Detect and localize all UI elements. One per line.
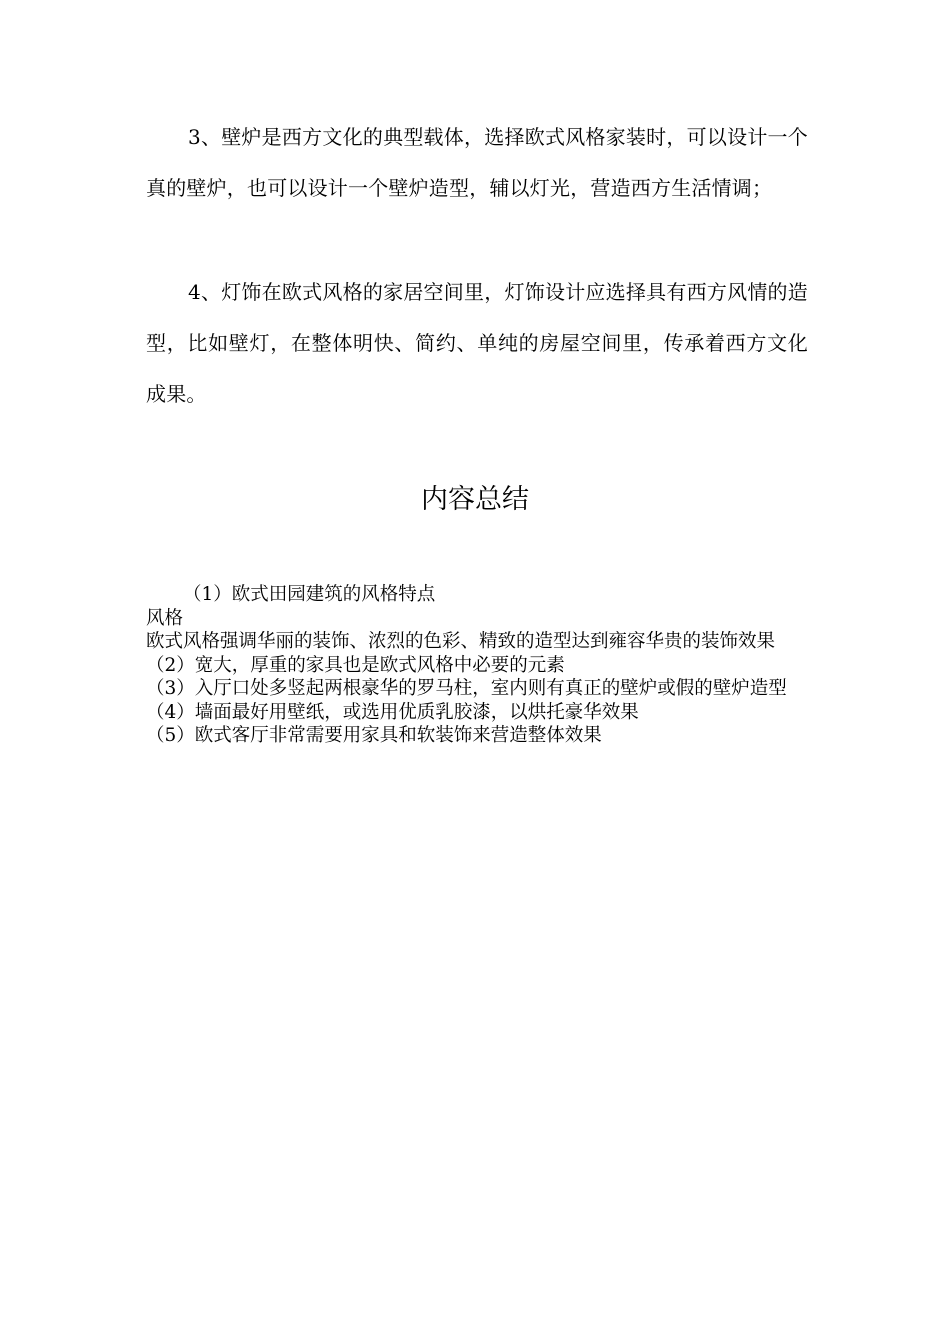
summary-list: [146, 583, 806, 748]
summary-line: 欧式风格强调华丽的装饰、浓烈的色彩、精致的造型达到雍容华贵的装饰效果: [146, 631, 776, 652]
summary-line: （3）入厅口处多竖起两根豪华的罗马柱，室内则有真正的壁炉或假的壁炉造型: [146, 678, 787, 699]
summary-line: （2）宽大，厚重的家具也是欧式风格中必要的元素: [146, 654, 565, 676]
paragraph-fireplace: 3、壁炉是西方文化的典型载体，选择欧式风格家装时，可以设计一个真的壁炉，也可以设计一个壁炉造型，辅以灯光，营造西方生活情调；: [146, 125, 808, 200]
summary-line: 风格: [146, 607, 184, 629]
summary-line: （1）欧式田园建筑的风格特点: [183, 584, 436, 605]
summary-line: （5）欧式客厅非常需要用家具和软装饰来营造整体效果: [146, 725, 602, 746]
summary-line: （4）墙面最好用壁纸，或选用优质乳胶漆，以烘托豪华效果: [146, 701, 639, 723]
summary-title: 内容总结: [421, 484, 529, 515]
paragraph-lighting: 4、灯饰在欧式风格的家居空间里，灯饰设计应选择具有西方风情的造型，比如壁灯，在整体明快、简约、单纯的房屋空间里，传承着西方文化成果。: [146, 280, 808, 406]
